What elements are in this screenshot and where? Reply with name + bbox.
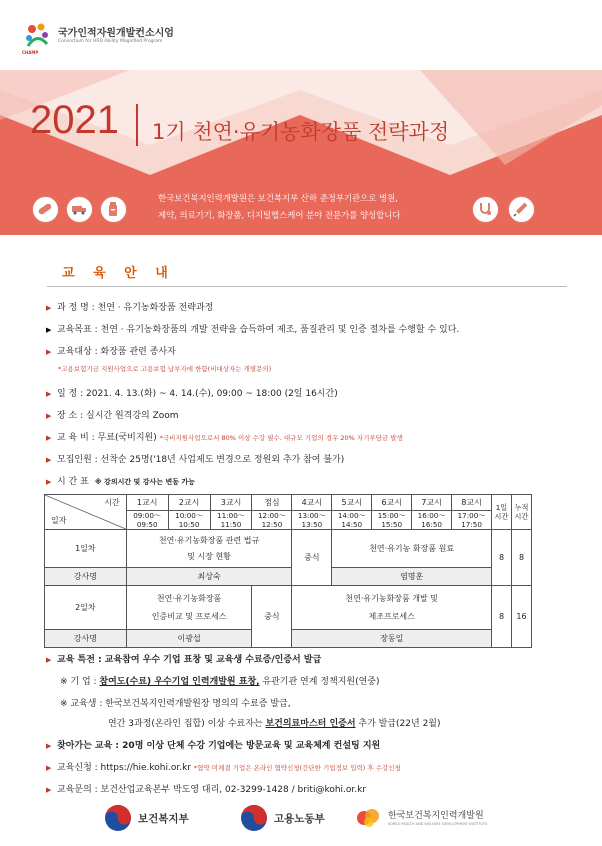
feature-special: ▶ 교육 특전 : 교육참여 우수 기업 표창 및 교육생 수료증/인증서 발급 xyxy=(46,655,322,665)
day1-afternoon-subject: 천연·유기농 화장품 원료 xyxy=(332,530,492,568)
section-title: 교 육 안 내 xyxy=(62,266,175,281)
triangle-bullet-icon: ▶ xyxy=(46,786,52,794)
course-title: 1기 천연·유기농화장품 전략과정 xyxy=(152,120,450,144)
period-header: 4교시 xyxy=(292,495,332,511)
period-header: 1교시 xyxy=(126,495,168,511)
course-year: 2021 xyxy=(30,98,119,142)
footer-logo-kohi: 한국보건복지인력개발원 KOREA HEALTH AND WELFARE DEVELOPMENT INSTITUTE xyxy=(356,802,556,834)
taegeuk-icon xyxy=(240,804,268,832)
day-hours-header: 1일 시간 xyxy=(492,495,512,530)
period-time: 12:00～ 12:50 xyxy=(252,511,292,530)
table-row xyxy=(45,530,532,568)
day2-afternoon-subject: 천연·유기농화장품 개발 및 제조프로세스 xyxy=(292,586,492,630)
apply-note: *협약 미체결 기업은 온라인 협약신청(간단한 기업정보 입력) 후 수강신청 xyxy=(193,764,401,772)
ambulance-icon xyxy=(66,196,93,223)
footer-logo-mohw: 보건복지부 xyxy=(104,802,224,834)
org-tag: CHAMP xyxy=(22,50,39,55)
apply-link[interactable]: 교육신청 : https://hie.kohi.or.kr xyxy=(57,763,192,773)
info-fee: ▶ 교 육 비 : 무료(국비지원) *국비지원사업으로서 80% 이상 수강 필수. 대규모 기업의 경우 20% 자기부담금 발생 xyxy=(46,433,403,443)
org-subtitle: Consortium for HRD Ability Magnified Program xyxy=(58,39,163,44)
period-header: 5교시 xyxy=(332,495,372,511)
feature-student-line2: 연간 3과정(온라인 집합) 이상 수료자는 보건의료마스터 인증서 추가 발급(22년 2월) xyxy=(108,719,441,729)
schedule-note: ※ 강의시간 및 강사는 변동 가능 xyxy=(94,478,195,486)
triangle-bullet-icon: ▶ xyxy=(46,656,52,664)
triangle-bullet-icon: ▶ xyxy=(46,456,52,464)
banner-description: 한국보건복지인력개발원은 보건복지부 산하 준정부기관으로 병원, 제약, 의료기기, 화장품, 디지털헬스케어 분야 전문가를 양성합니다 xyxy=(158,193,401,220)
triangle-bullet-icon: ▶ xyxy=(46,434,52,442)
period-header: 7교시 xyxy=(412,495,452,511)
period-time: 16:00～ 16:50 xyxy=(412,511,452,530)
triangle-bullet-icon: ▶ xyxy=(46,742,52,750)
day1-morning-subject: 천연·유기농화장품 관련 법규 및 시장 현황 xyxy=(126,530,292,568)
period-time: 13:00～ 13:50 xyxy=(292,511,332,530)
triangle-bullet-icon: ▶ xyxy=(46,412,52,420)
info-recruit: ▶ 모집인원 : 선착순 25명('18년 사업제도 변경으로 정원외 추가 참여 불가) xyxy=(46,455,345,465)
taegeuk-icon xyxy=(104,804,132,832)
org-logo xyxy=(22,18,222,56)
period-time: 14:00～ 14:50 xyxy=(332,511,372,530)
schedule-table xyxy=(44,494,532,648)
day1-lunch: 중식 xyxy=(292,530,332,586)
day2-lunch: 중식 xyxy=(252,586,292,648)
period-time: 11:00～ 11:50 xyxy=(210,511,252,530)
day2-lecturer-morning: 이광섭 xyxy=(126,630,252,648)
info-fee-note: *국비지원사업으로서 80% 이상 수강 필수. 대규모 기업의 경우 20% 자기부담금 발생 xyxy=(159,434,403,442)
day1-hours: 8 xyxy=(492,530,512,586)
footer-logo-moel: 고용노동부 xyxy=(240,802,360,834)
feature-company: ※ 기 업 : 참여도(수료) 우수기업 인력개발원 표창, 유관기관 연계 정책지원(연중) xyxy=(60,677,380,687)
day1-label: 1일차 xyxy=(45,530,127,568)
period-time: 10:00～ 10:50 xyxy=(168,511,210,530)
feature-apply xyxy=(46,760,401,773)
title-divider xyxy=(136,104,138,146)
period-header: 3교시 xyxy=(210,495,252,511)
bandage-icon xyxy=(32,196,59,223)
info-goal: ▶ 교육목표 : 천연 · 유기농화장품의 개발 전략을 습득하여 제조, 품질관리 및 인증 절차를 수행할 수 있다. xyxy=(46,325,460,335)
info-course-name: ▶ 과 정 명 : 천연 · 유기농화장품 전략과정 xyxy=(46,303,214,313)
section-divider xyxy=(47,286,567,287)
day2-label: 2일차 xyxy=(45,586,127,630)
info-place: ▶ 장 소 : 실시간 원격강의 Zoom xyxy=(46,411,179,421)
table-row xyxy=(45,568,532,586)
info-target-note: *고용보험기금 지원사업으로 고용보험 납부자에 한함(비대상자는 개별문의) xyxy=(58,365,272,373)
period-time: 15:00～ 15:50 xyxy=(372,511,412,530)
day2-hours: 8 xyxy=(492,586,512,648)
day2-total: 16 xyxy=(511,586,531,648)
table-row xyxy=(45,586,532,630)
feature-student-line1: ※ 교육생 : 한국보건복지인력개발원장 명의의 수료증 발급, xyxy=(60,699,291,709)
schedule-heading: ▶ 시 간 표 ※ 강의시간 및 강사는 변동 가능 xyxy=(46,477,195,487)
triangle-bullet-icon: ▶ xyxy=(46,390,52,398)
org-name: 국가인적자원개발컨소시엄 xyxy=(58,28,174,39)
day1-lecturer-label: 강사명 xyxy=(45,568,127,586)
day2-morning-subject: 천연·유기농화장품 인증비교 및 프로세스 xyxy=(126,586,252,630)
day1-lecturer-morning: 최상숙 xyxy=(126,568,292,586)
day2-lecturer-label: 강사명 xyxy=(45,630,127,648)
period-time: 17:00～ 17:50 xyxy=(452,511,492,530)
period-header: 2교시 xyxy=(168,495,210,511)
syringe-icon xyxy=(508,196,535,223)
medicine-bottle-icon xyxy=(100,196,127,223)
day1-lecturer-afternoon: 염명훈 xyxy=(332,568,492,586)
info-date: ▶ 일 정 : 2021. 4. 13.(화) ~ 4. 14.(수), 09:00 ~ 18:00 (2일 16시간) xyxy=(46,389,338,399)
triangle-bullet-icon: ▶ xyxy=(46,304,52,312)
day1-total: 8 xyxy=(511,530,531,586)
triangle-bullet-icon: ▶ xyxy=(46,478,52,486)
feature-visiting: ▶ 찾아가는 교육 : 20명 이상 단체 수강 기업에는 방문교육 및 교육체계 컨설팅 지원 xyxy=(46,741,381,751)
triangle-bullet-icon: ▶ xyxy=(46,764,52,772)
period-header: 8교시 xyxy=(452,495,492,511)
table-corner-cell: 시간 일자 xyxy=(45,495,127,530)
day2-lecturer-afternoon: 장동일 xyxy=(292,630,492,648)
kohi-logo-icon xyxy=(356,806,382,830)
period-time: 09:00～ 09:50 xyxy=(126,511,168,530)
info-target: ▶ 교육대상 : 화장품 관련 종사자 xyxy=(46,347,176,357)
triangle-bullet-icon: ▶ xyxy=(46,348,52,356)
period-header: 점심 xyxy=(252,495,292,511)
feature-contact: ▶ 교육문의 : 보건산업교육본부 박도영 대리, 02-3299-1428 / briti@kohi.or.kr xyxy=(46,785,367,795)
stethoscope-icon xyxy=(472,196,499,223)
triangle-bullet-icon: ▶ xyxy=(46,326,52,334)
period-header: 6교시 xyxy=(372,495,412,511)
org-logo-mark-icon xyxy=(22,20,52,50)
total-hours-header: 누적 시간 xyxy=(511,495,531,530)
